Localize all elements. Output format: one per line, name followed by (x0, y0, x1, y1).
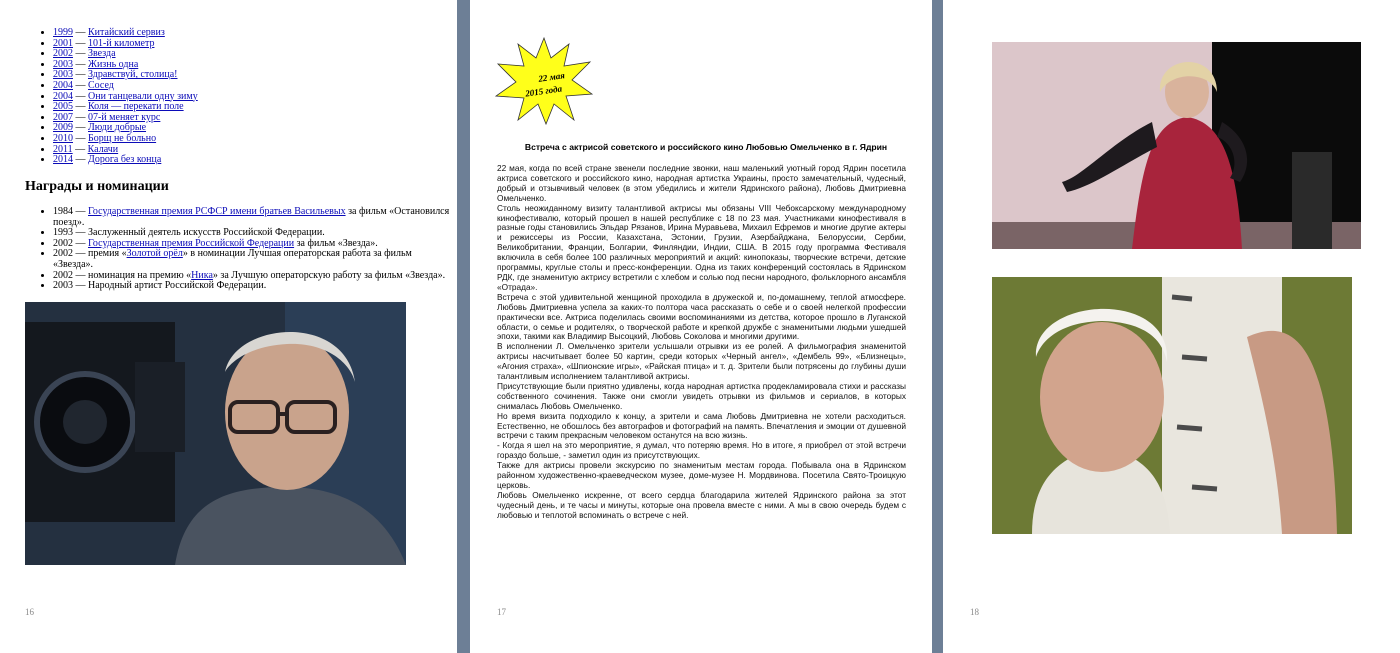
page-number: 18 (970, 607, 979, 617)
film-title-link[interactable]: Они танцевали одну зиму (88, 90, 198, 102)
film-year-link[interactable]: 2004 (53, 90, 73, 102)
film-title-link[interactable]: Звезда (88, 48, 116, 60)
article-paragraph: В исполнении Л. Омельченко зрители услышали отрывки из ее ролей. А фильмография знаменитой актрисы насчитывает более 50 картин, среди которых «Черный ангел», «Дембель 99», «Близнецы», «Агония страха», «Шпионские игры», «Райская птица» и т. д. Зрители были потрясены до глубины души талантливым исполнением талантливой актрисы. (497, 341, 906, 382)
award-link[interactable]: Золотой орёл (126, 248, 183, 260)
article-paragraph: 22 мая, когда по всей стране звенели последние звонки, наш маленький уютный город Ядрин посетила актриса советского и российского кино, народная артистка Украины, просто замечательный, чудесный, добрый и отзывчивый человек (в этом убедились и жители Ядринского района), Любовь Дмитриевна Омельченко. (497, 163, 906, 203)
dash: — (73, 48, 88, 60)
filmography-item (53, 155, 198, 166)
film-title-link[interactable]: Борщ не больно (88, 132, 157, 144)
award-link[interactable]: Ника (191, 269, 213, 281)
dash: — (73, 122, 88, 134)
article-paragraph: Но время визита подходило к концу, а зрители и сама Любовь Дмитриевна не хотели расходиться. Естественно, не обошлось без автографов и фотографий на память. Впечатления и эмоции от душевной встречи с таким прекрасным человеком останутся на всю жизнь. (497, 410, 906, 441)
film-title-link[interactable]: Люди добрые (88, 122, 147, 134)
dash: — (73, 111, 88, 123)
photo-actress-on-stage (992, 42, 1361, 249)
article-body (497, 164, 906, 521)
photo-cameraman-illustration (25, 302, 406, 565)
award-text: » в номинации Лучшая операторская работа за фильм «Звезда». (53, 248, 412, 270)
film-year-link[interactable]: 2004 (53, 79, 73, 91)
film-year-link[interactable]: 2003 (53, 58, 73, 70)
film-title-link[interactable]: Здравствуй, столица! (88, 69, 178, 81)
photo-actress-on-stage-illustration (992, 42, 1361, 249)
date-line-2: 2015 года (524, 83, 563, 99)
dash: — (73, 132, 88, 144)
award-text: » за Лучшую операторскую работу за фильм «Звезда». (212, 269, 446, 281)
awards-heading: Награды и номинации (25, 179, 169, 194)
film-year-link[interactable]: 2003 (53, 69, 73, 81)
photo-actress-portrait (992, 277, 1352, 534)
dash: — (73, 58, 88, 70)
award-link[interactable]: Государственная премия Российской Федерации (88, 237, 295, 249)
film-year-link[interactable]: 2001 (53, 37, 73, 49)
film-year-link[interactable]: 2007 (53, 111, 73, 123)
dash: — (73, 37, 88, 49)
article-paragraph: Также для актрисы провели экскурсию по знаменитым местам города. Побывала она в Ядринском районном художественно-краеведческом музее, доме-музее Н. Мордвинова. Посетила Свято-Троицкую церковь. (497, 460, 906, 490)
film-title-link[interactable]: 07-й меняет курс (88, 111, 161, 123)
film-title-link[interactable]: Жизнь одна (88, 58, 139, 70)
award-text: 2002 — номинация на премию « (53, 269, 192, 281)
award-text: 2003 — Народный артист Российской Федерации. (53, 280, 267, 292)
award-text: 2002 — (53, 237, 88, 249)
award-text: 1984 — (53, 206, 88, 217)
dash: — (73, 154, 88, 166)
dash: — (73, 79, 88, 91)
article-paragraph: Встреча с этой удивительной женщиной проходила в дружеской и, по-домашнему, теплой атмосфере. Любовь Дмитриевна успела за каких-то полтора часа рассказать о себе и о своей нелегкой профессии практически все. Актриса поделилась своими воспоминаниями из детства, которое прошло в Луганской области, о семье и родителях, о творческой работе и крепкой дружбе с знаменитыми людьми ушедшей эпохи, такими как Владимир Высоцкий, Любовь Соколова и многими другими. (497, 291, 906, 342)
article-paragraph: Столь неожиданному визиту талантливой актрисы мы обязаны VIII Чебоксарскому международному кинофестивалю, который прошел в нашей республике с 18 по 23 мая. Участниками кинофестиваля в разные годы становились Эльдар Рязанов, Ирина Муравьева, Михаил Ефремов и многие другие актеры и режиссеры из России, Казахстана, Эстонии, Грузии, Азербайджана, Белоруссии, Сербии, Великобритании, Франции, Болгарии, Финляндии, Индии, США. В 2015 году программа Фестиваля включила в себя более 100 различных мероприятий и акций: кинопоказы, творческие встречи, детские программы, круглые столы и пресс-конференции. Одна из таких конференций состоялась в Ядринском РДК, где знаменитую актрису встретили с хлебом и солью под песни народного, фольклорного ансамбля «Отрада». (497, 202, 906, 292)
page-16 (0, 0, 457, 653)
film-year-link[interactable]: 2011 (53, 143, 73, 155)
dash: — (73, 69, 88, 81)
dash: — (73, 101, 88, 113)
film-year-link[interactable]: 1999 (53, 27, 73, 38)
article-paragraph: Любовь Омельченко искренне, от всего сердца благодарила жителей Ядринского района за этот чудесный день, и те часы и минуты, которые она провела вместе с ними. А мы в свою очередь будем с любовью и теплотой вспоминать о встрече с ней. (497, 489, 906, 520)
film-title-link[interactable]: Китайский сервиз (88, 27, 165, 38)
article-paragraph: Присутствующие были приятно удивлены, когда народная артистка продекламировала стихи и рассказы собственного сочинения. Также они смогли увидеть отрывки из фильмов и сериалов, в которых снималась Любовь Омельченко. (497, 380, 906, 411)
photo-cameraman (25, 302, 406, 565)
date-starburst (494, 36, 594, 126)
film-title-link[interactable]: 101-й километр (88, 37, 155, 49)
film-year-link[interactable]: 2002 (53, 48, 73, 60)
dash: — (73, 90, 88, 102)
dash: — (72, 143, 88, 155)
article-paragraph: - Когда я шел на это мероприятие, я думал, что потеряю время. Но в итоге, я приобрел от этой встречи гораздо больше, - заметил один из присутствующих. (497, 440, 906, 461)
page-number: 17 (497, 607, 506, 617)
date-line-1: 22 мая (537, 70, 566, 84)
film-year-link[interactable]: 2014 (53, 154, 73, 166)
film-title-link[interactable]: Калачи (87, 143, 119, 155)
award-text: 2002 — премия « (53, 248, 127, 260)
award-text: за фильм «Звезда». (294, 237, 378, 249)
awards-list (36, 207, 453, 292)
award-item (53, 207, 453, 228)
dash: — (73, 27, 88, 38)
film-title-link[interactable]: Коля — перекати поле (88, 101, 184, 113)
photo-actress-portrait-illustration (992, 277, 1352, 534)
award-text: за фильм «Остановился поезд». (53, 206, 450, 228)
filmography-list (36, 28, 198, 166)
award-text: 1993 — Заслуженный деятель искусств Российской Федерации. (53, 227, 325, 239)
film-year-link[interactable]: 2005 (53, 101, 73, 113)
film-title-link[interactable]: Сосед (88, 79, 114, 91)
article-title: Встреча с актрисой советского и российского кино Любовью Омельченко в г. Ядрин (524, 142, 888, 152)
award-item (53, 281, 453, 292)
award-link[interactable]: Государственная премия РСФСР имени братьев Васильевых (88, 206, 346, 217)
film-year-link[interactable]: 2009 (53, 122, 73, 134)
award-item (53, 249, 453, 270)
film-title-link[interactable]: Дорога без конца (88, 154, 162, 166)
film-year-link[interactable]: 2010 (53, 132, 73, 144)
page-number: 16 (25, 607, 34, 617)
